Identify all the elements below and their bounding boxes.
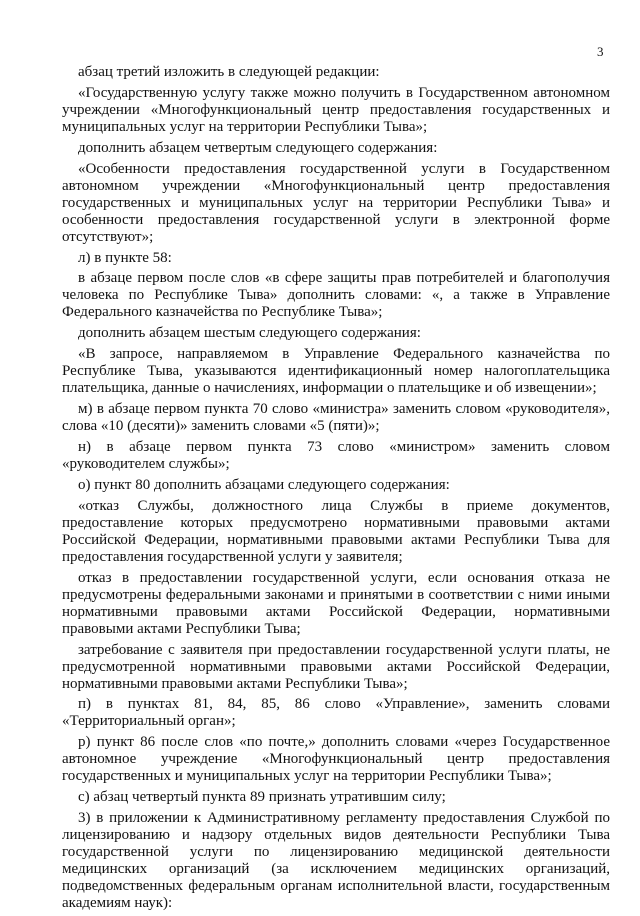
paragraph: п) в пунктах 81, 84, 85, 86 слово «Управление», заменить словами «Территориальный орган»;	[62, 696, 610, 730]
paragraph: л) в пункте 58:	[78, 249, 172, 266]
paragraph: 3) в приложении к Административному регламенту предоставления Службой по лицензированию и надзору отдельных видов деятельности Республики Тыва государственной услуги по лицензированию медицинской деятельности медицинских организаций (за исключением медицинских организаций, подведомственных федеральным органам исполнительной власти, государственным академиям наук):	[62, 810, 610, 912]
paragraph: с) абзац четвертый пункта 89 признать утратившим силу;	[78, 789, 446, 806]
paragraph: н) в абзаце первом пункта 73 слово «министром» заменить словом «руководителем службы»;	[62, 439, 610, 473]
paragraph: о) пункт 80 дополнить абзацами следующего содержания:	[78, 476, 450, 493]
document-body	[62, 64, 610, 916]
paragraph: «Государственную услугу также можно получить в Государственном автономном учреждении «Многофункциональный центр предоставления государственных и муниципальных услуг на территории Республики Тыва»;	[62, 84, 610, 135]
paragraph: затребование с заявителя при предоставлении государственной услуги платы, не предусмотренной нормативными правовыми актами Российской Федерации, нормативными правовыми актами Республики Тыва»;	[62, 641, 610, 692]
paragraph: «Особенности предоставления государственной услуги в Государственном автономном учреждении «Многофункциональный центр предоставления государственных и муниципальных услуг на территории Республики Тыва» и особенности предоставления государственной услуги в электронной форме отсутствуют»;	[62, 160, 610, 245]
paragraph: в абзаце первом после слов «в сфере защиты прав потребителей и благополучия человека по Республике Тыва» дополнить словами: «, а также в Управление Федерального казначейства по Республике Тыва»;	[62, 270, 610, 321]
paragraph: абзац третий изложить в следующей редакции:	[78, 64, 380, 80]
paragraph: р) пункт 86 после слов «по почте,» дополнить словами «через Государственное автономное учреждение «Многофункциональный центр предоставления государственных и муниципальных услуг на территории Республики Тыва»;	[62, 734, 610, 785]
paragraph: дополнить абзацем шестым следующего содержания:	[78, 325, 421, 342]
paragraph: «В запросе, направляемом в Управление Федерального казначейства по Республике Тыва, указываются идентификационный номер налогоплательщика плательщика, данные о начислениях, информации о плательщике и об извещении»;	[62, 346, 610, 397]
paragraph: отказ в предоставлении государственной услуги, если основания отказа не предусмотрены федеральными законами и принятыми в соответствии с ними иными нормативными правовыми актами Российской Федерации, нормативными правовыми актами Республики Тыва;	[62, 569, 610, 637]
paragraph: «отказ Службы, должностного лица Службы в приеме документов, предоставление которых предусмотрено нормативными правовыми актами Российской Федерации, нормативными правовыми актами Республики Тыва для предоставления государственной услуги у заявителя;	[62, 497, 610, 565]
paragraph: дополнить абзацем четвертым следующего содержания:	[78, 139, 438, 156]
page-number: 3	[597, 44, 604, 59]
paragraph: м) в абзаце первом пункта 70 слово «министра» заменить словом «руководителя», слова «10 (десяти)» заменить словами «5 (пяти)»;	[62, 401, 610, 435]
